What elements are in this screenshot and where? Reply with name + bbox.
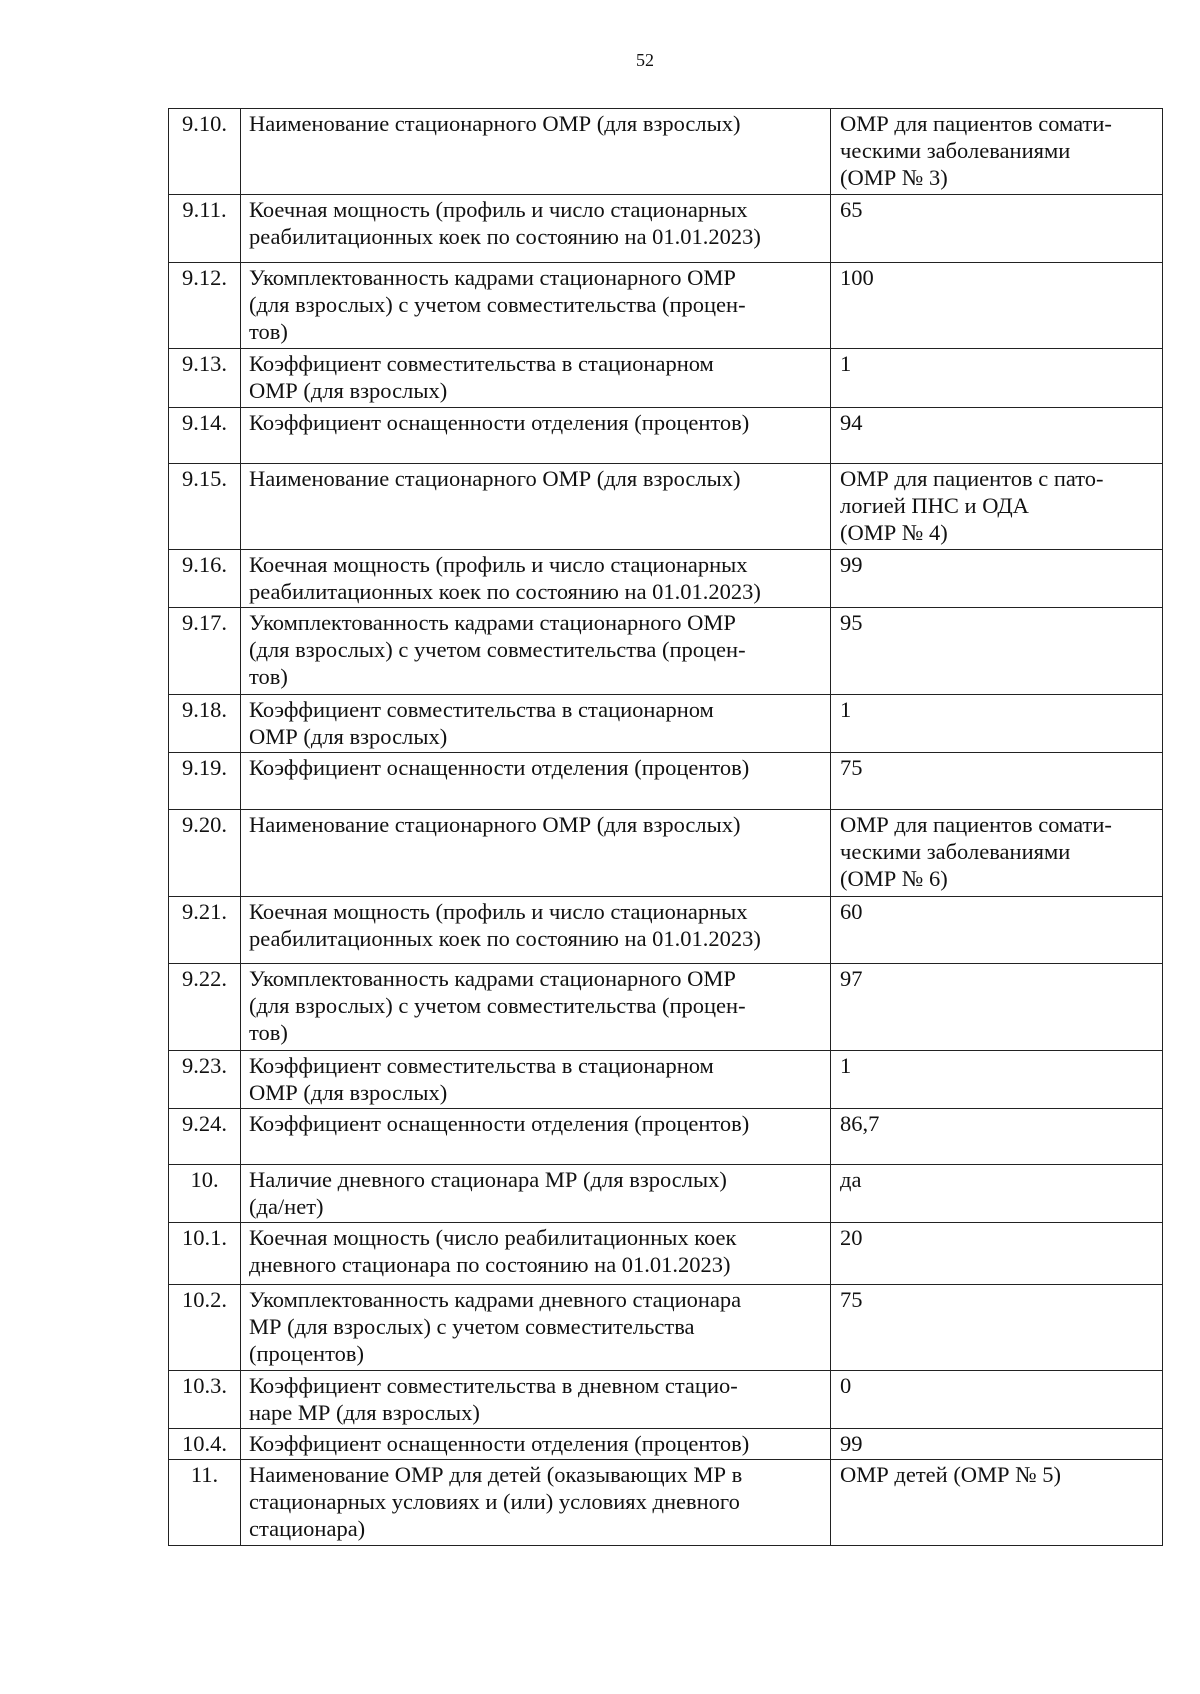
row-value: 75 — [831, 1284, 1163, 1370]
row-number: 10.2. — [169, 1284, 241, 1370]
row-number: 9.14. — [169, 407, 241, 463]
table-row — [169, 694, 1163, 752]
row-value: 97 — [831, 964, 1163, 1050]
row-number: 9.12. — [169, 262, 241, 348]
row-label: Коечная мощность (профиль и число стационарных реабилитационных коек по состоянию на 01.01.2023) — [241, 896, 831, 964]
table-row — [169, 608, 1163, 694]
table-row — [169, 1050, 1163, 1108]
row-value: 1 — [831, 1050, 1163, 1108]
row-number: 9.11. — [169, 195, 241, 263]
row-value: 86,7 — [831, 1108, 1163, 1164]
row-label: Коэффициент оснащенности отделения (процентов) — [241, 1108, 831, 1164]
table-row — [169, 1223, 1163, 1284]
table-row — [169, 195, 1163, 263]
table-row — [169, 550, 1163, 608]
table-row — [169, 1429, 1163, 1459]
table-row — [169, 1284, 1163, 1370]
indicator-table-body — [169, 109, 1163, 1546]
row-number: 10. — [169, 1165, 241, 1223]
row-value: ОМР для пациентов с пато- логией ПНС и ОДА (ОМР № 4) — [831, 463, 1163, 549]
row-number: 9.16. — [169, 550, 241, 608]
row-label: Наименование стационарного ОМР (для взрослых) — [241, 109, 831, 195]
row-label: Коэффициент оснащенности отделения (процентов) — [241, 753, 831, 810]
row-number: 10.3. — [169, 1371, 241, 1429]
row-value: 99 — [831, 1429, 1163, 1459]
row-number: 9.23. — [169, 1050, 241, 1108]
row-number: 10.4. — [169, 1429, 241, 1459]
table-row — [169, 753, 1163, 810]
table-row — [169, 349, 1163, 407]
row-label: Наименование ОМР для детей (оказывающих МР в стационарных условиях и (или) условиях дневного стационара) — [241, 1459, 831, 1545]
indicator-table — [168, 108, 1163, 1546]
table-row — [169, 407, 1163, 463]
row-label: Коэффициент совместительства в стационарном ОМР (для взрослых) — [241, 349, 831, 407]
row-value: 75 — [831, 753, 1163, 810]
table-row — [169, 1371, 1163, 1429]
row-label: Коечная мощность (профиль и число стационарных реабилитационных коек по состоянию на 01.01.2023) — [241, 550, 831, 608]
row-value: ОМР для пациентов сомати- ческими заболеваниями (ОМР № 3) — [831, 109, 1163, 195]
row-label: Коэффициент совместительства в стационарном ОМР (для взрослых) — [241, 1050, 831, 1108]
row-value: 95 — [831, 608, 1163, 694]
row-label: Коэффициент совместительства в дневном стацио- наре МР (для взрослых) — [241, 1371, 831, 1429]
row-number: 9.10. — [169, 109, 241, 195]
row-value: 20 — [831, 1223, 1163, 1284]
row-value: 100 — [831, 262, 1163, 348]
row-label: Укомплектованность кадрами стационарного ОМР (для взрослых) с учетом совместительства (процен- тов) — [241, 262, 831, 348]
row-value: да — [831, 1165, 1163, 1223]
row-number: 9.24. — [169, 1108, 241, 1164]
row-label: Коечная мощность (число реабилитационных коек дневного стационара по состоянию на 01.01.2023) — [241, 1223, 831, 1284]
row-value: 0 — [831, 1371, 1163, 1429]
row-number: 9.15. — [169, 463, 241, 549]
row-label: Коэффициент оснащенности отделения (процентов) — [241, 407, 831, 463]
table-row — [169, 810, 1163, 896]
row-label: Укомплектованность кадрами стационарного ОМР (для взрослых) с учетом совместительства (процен- тов) — [241, 964, 831, 1050]
table-row — [169, 964, 1163, 1050]
table-row — [169, 1165, 1163, 1223]
table-row — [169, 262, 1163, 348]
row-value: 60 — [831, 896, 1163, 964]
row-number: 9.17. — [169, 608, 241, 694]
row-number: 9.22. — [169, 964, 241, 1050]
row-value: ОМР для пациентов сомати- ческими заболеваниями (ОМР № 6) — [831, 810, 1163, 896]
row-value: 99 — [831, 550, 1163, 608]
row-label: Укомплектованность кадрами стационарного ОМР (для взрослых) с учетом совместительства (процен- тов) — [241, 608, 831, 694]
table-row — [169, 1459, 1163, 1545]
table-row — [169, 1108, 1163, 1164]
table-row — [169, 896, 1163, 964]
row-value: 65 — [831, 195, 1163, 263]
row-number: 11. — [169, 1459, 241, 1545]
row-number: 9.13. — [169, 349, 241, 407]
row-number: 9.18. — [169, 694, 241, 752]
row-label: Коэффициент совместительства в стационарном ОМР (для взрослых) — [241, 694, 831, 752]
row-value: 1 — [831, 349, 1163, 407]
row-number: 9.20. — [169, 810, 241, 896]
row-label: Наличие дневного стационара МР (для взрослых) (да/нет) — [241, 1165, 831, 1223]
row-value: 94 — [831, 407, 1163, 463]
row-value: ОМР детей (ОМР № 5) — [831, 1459, 1163, 1545]
row-number: 10.1. — [169, 1223, 241, 1284]
table-row — [169, 463, 1163, 549]
row-label: Наименование стационарного ОМР (для взрослых) — [241, 463, 831, 549]
table-row — [169, 109, 1163, 195]
page-number: 52 — [636, 50, 654, 70]
row-label: Укомплектованность кадрами дневного стационара МР (для взрослых) с учетом совместительства (процентов) — [241, 1284, 831, 1370]
row-value: 1 — [831, 694, 1163, 752]
row-label: Коечная мощность (профиль и число стационарных реабилитационных коек по состоянию на 01.01.2023) — [241, 195, 831, 263]
row-number: 9.19. — [169, 753, 241, 810]
row-number: 9.21. — [169, 896, 241, 964]
row-label: Наименование стационарного ОМР (для взрослых) — [241, 810, 831, 896]
row-label: Коэффициент оснащенности отделения (процентов) — [241, 1429, 831, 1459]
